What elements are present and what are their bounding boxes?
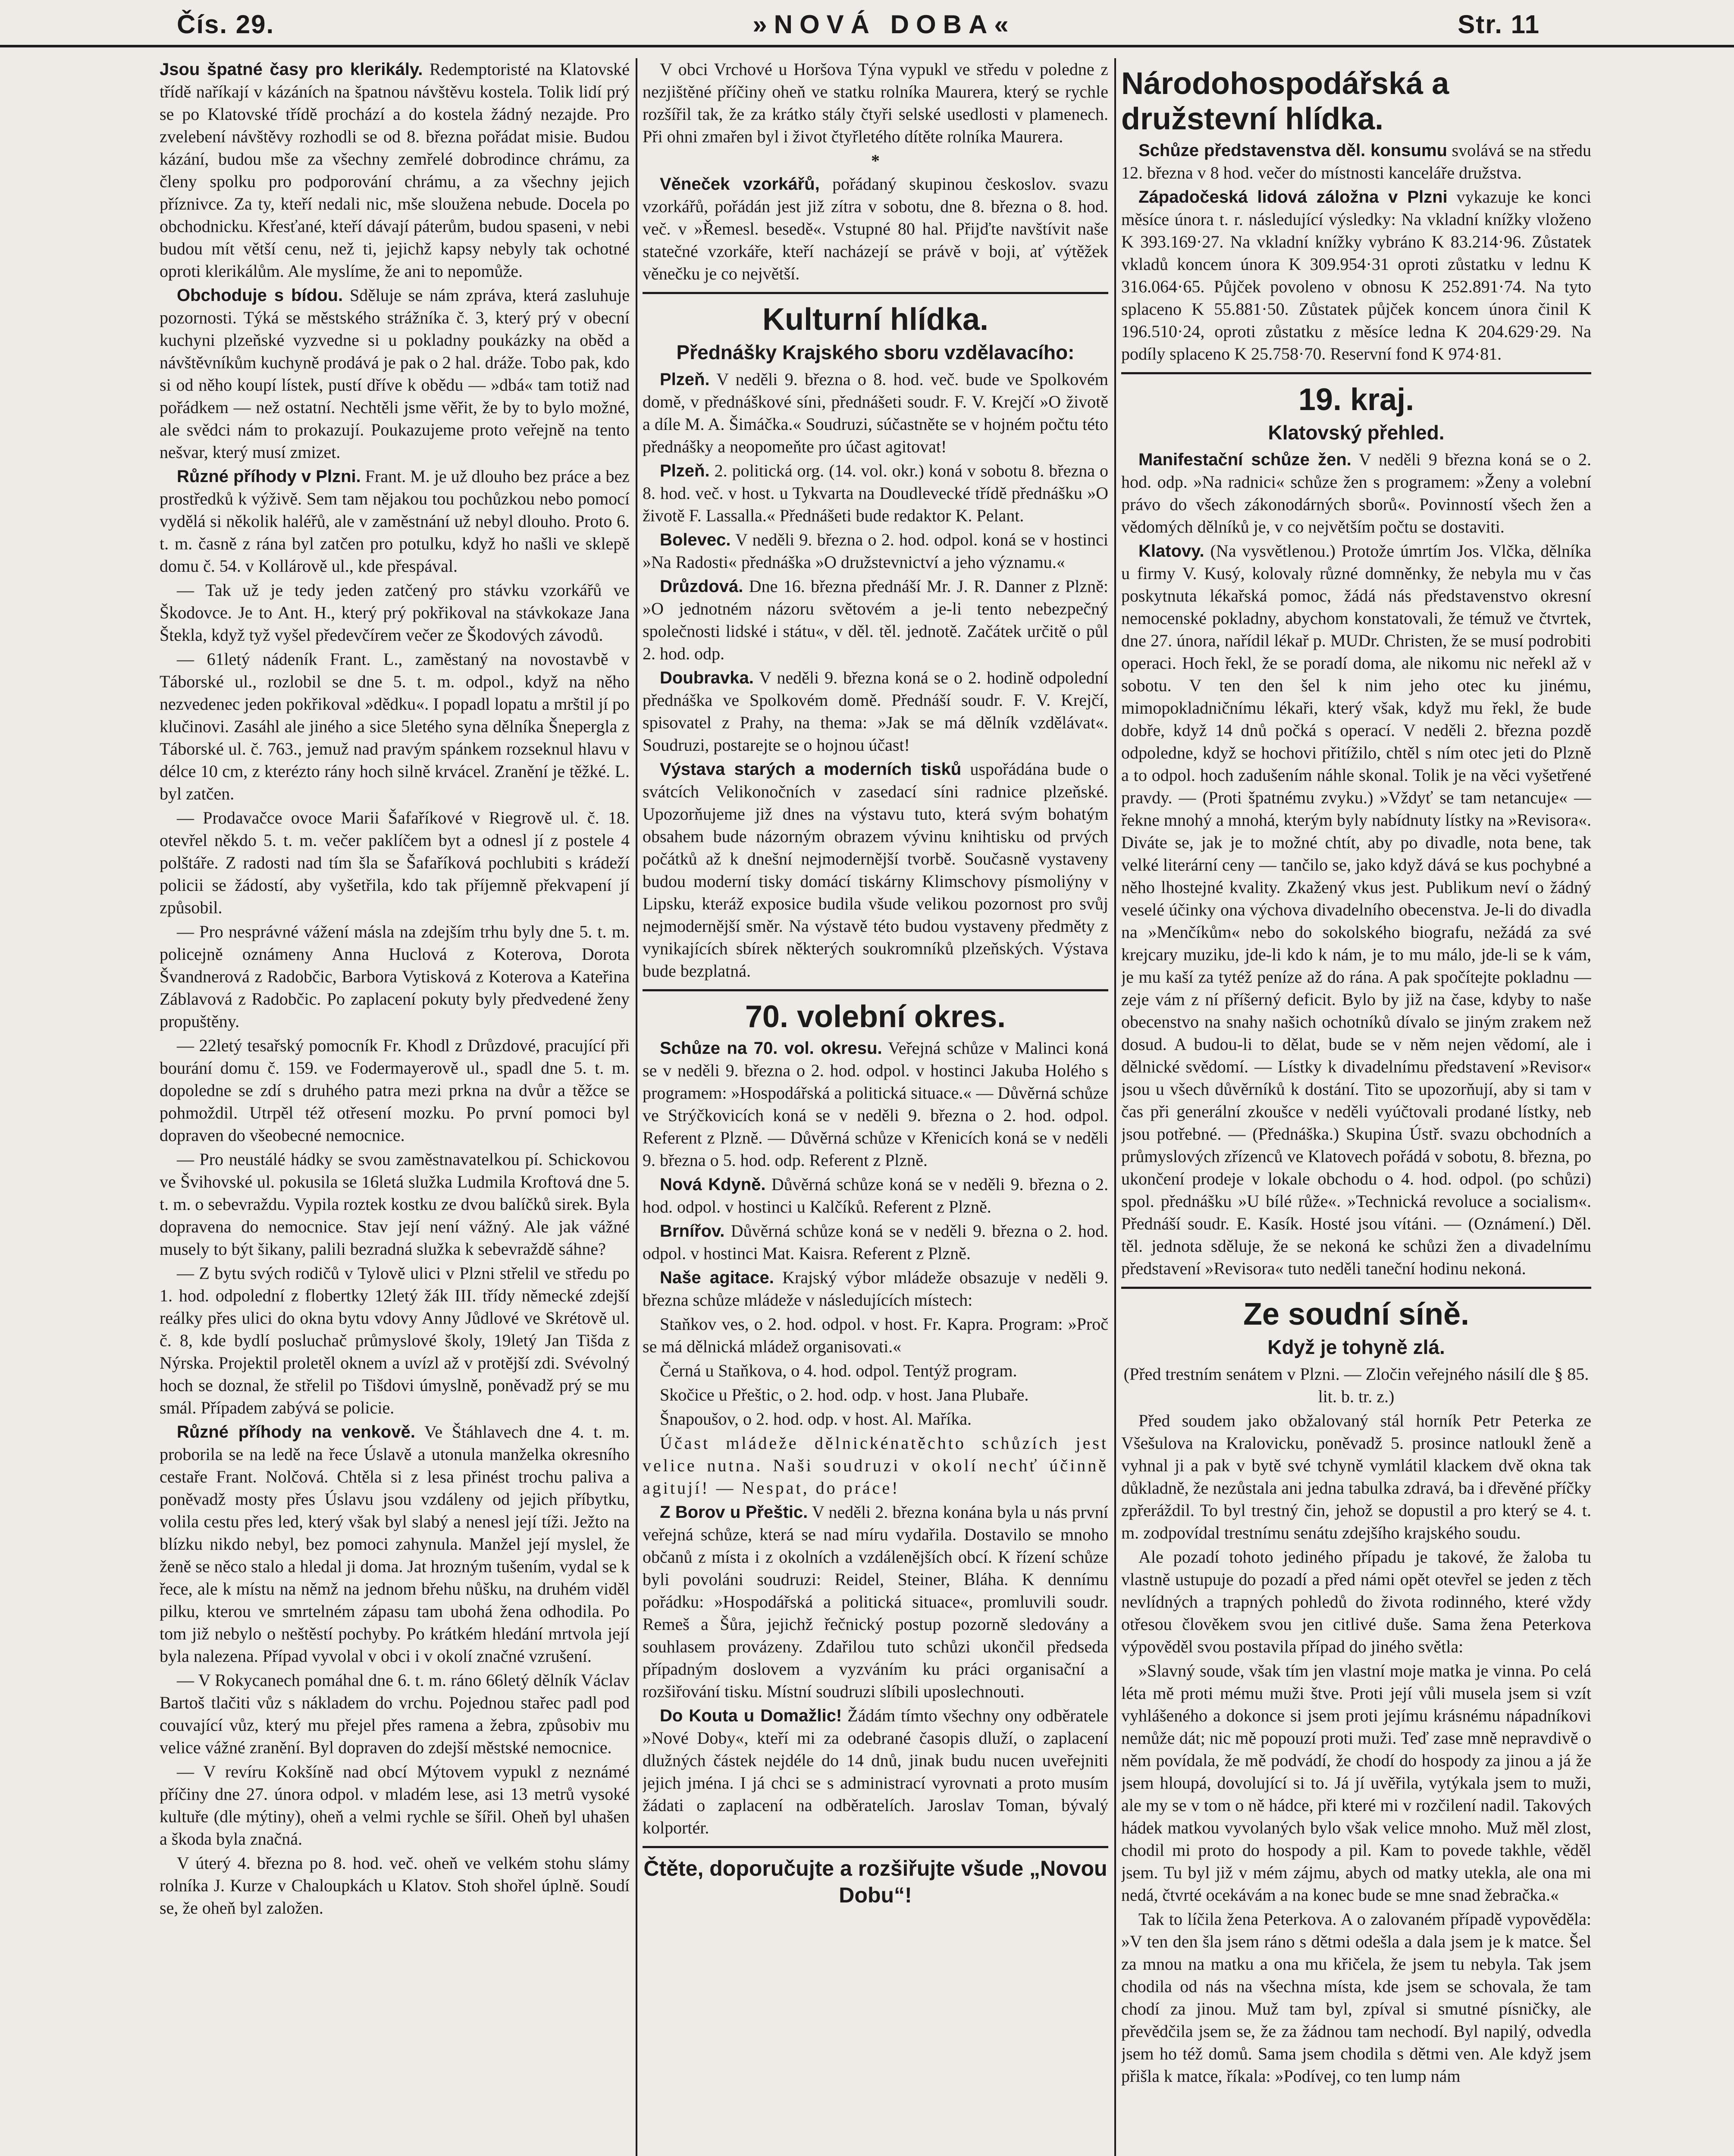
section-title: 19. kraj. [1298, 382, 1414, 417]
article [160, 465, 630, 577]
column-middle [643, 58, 1108, 2156]
section-rule [1121, 372, 1591, 374]
article [643, 1266, 1108, 1311]
section-rule [643, 989, 1108, 991]
article [643, 1220, 1108, 1265]
paragraph: — 61letý nádeník Frant. L., zaměstaný na novostavbě v Táborské ul., rozlobil se dne 5. t. m. odpol., když na něho nezvedenec jeden pokřikoval »dědku«. I popadl lopatu a mrštil jí po klučinovi. Zasáhl ale jiného a sice 5letého syna dělníka Šnepergla z Táborské ul. č. 763., jemuž nad pravým spánkem rozseknul hlavu v délce 10 cm, z kterézto rány hoch silně krvácel. Zranění je těžké. L. byl zatčen. [160, 649, 630, 803]
article-heading: Schůze představenstva děl. konsumu [1138, 141, 1447, 160]
paragraph: Skočice u Přeštic, o 2. hod. odp. v host. Jana Plubaře. [660, 1385, 1029, 1404]
article-heading: Naše agitace. [660, 1268, 774, 1287]
article-text: V neděli 9 března koná se o 2. hod. odp. »Na radnici« schůze žen s programem: »Ženy a volební právo do všech zákonodárných sborů«. Povinností všech žen a vědomých dělníků je, v co největším počtu se dostaviti. [1121, 450, 1591, 536]
article-heading: Brnířov. [660, 1222, 725, 1241]
article-heading: Západočeská lidová záložna v Plzni [1138, 188, 1448, 207]
article [160, 284, 630, 464]
paragraph: — Z bytu svých rodičů v Tylově ulici v Plzni střelil ve středu po 1. hod. odpolední z flobertky 12letý žák III. třídy německé zdejší reálky přes ulici do okna bytu vdovy Anny Jůdlové ve Skrétově ul. č. 8, kde bydlí posluchač průmyslové školy, 19letý Jan Tišda z Nýrska. Projektil proletěl oknem a uvízl až v protější zdi. Svévolný hoch se doznal, že střelil po Tišdovi úmyslně, poněvadž prý se mu smál. Případem zabývá se policie. [160, 1263, 630, 1417]
article [643, 1037, 1108, 1172]
article-text: uspořádána bude o svátcích Velikonočních v zasedací síni radnice plzeňské. Upozorňujeme již dnes na výstavu tuto, která svým bohatým obsahem bude názorným obrazem vývinu knihtisku od prvých počátků až k dnešní nejmodernější tvorbě. Současně vystaveny budou moderní tisky domácí tiskárny Klimschovy písmoliýny v Lipsku, kteráž exposice budila všude velikou pozornost pro svůj nejmodernější směr. Na výstavě této budou vystaveny předměty z vynikajících sbírek některých soukromníků plzeňských. Výstava bude bezplatná. [643, 759, 1108, 981]
column-divider [636, 58, 637, 2156]
section-title: 70. volební okres. [745, 1000, 1006, 1034]
paragraph: V úterý 4. března po 8. hod. več. oheň ve velkém stohu slámy rolníka J. Kurze v Chaloupkách u Klatov. Stoh shořel úplně. Soudí se, že oheň byl založen. [160, 1853, 630, 1918]
issue-number: Čís. 29. [177, 10, 275, 39]
section-subtitle: Přednášky Krajského sboru vzdělavacího: [676, 341, 1075, 364]
column-right [1121, 58, 1591, 2156]
paragraph: (Před trestním senátem v Plzni. — Zločin veřejného násilí dle § 85. lit. b. tr. z.) [1123, 1364, 1589, 1406]
article [643, 173, 1108, 285]
paragraph: Staňkov ves, o 2. hod. odpol. v host. Fr. Kapra. Program: »Proč se má dělnická mládež organisovati.« [643, 1314, 1108, 1356]
article [643, 667, 1108, 756]
paragraph: Ale pozadí tohoto jediného případu je takové, že žaloba tu vlastně ustupuje do pozadí a před námi opět otevřel se jeden z těch nevlídných a trapných pohledů do života rodinného, které vždy otřesou člověkem svou jen citlivé duše. Sama žena Peterkova výpověděl svou postavila případ do jiného světla: [1121, 1547, 1591, 1656]
article-text: Důvěrná schůze koná se v neděli 9. března o 2. hod. odpol. v hostinci u Kalčíků. Referent z Plzně. [643, 1175, 1108, 1216]
newspaper-title: »NOVÁ DOBA« [753, 10, 1016, 39]
article-text: Ve Štáhlavech dne 4. t. m. proborila se na ledě na řece Úslavě a utonula manželka okresního cestaře Frant. Nolčová. Chtěla si z lesa přinést trochu paliva a poněvadž mosty přes Úslavu jsou vzdáleny od jejich příbytku, volila cestu přes led, který však byl slabý a nenesl její tíži. Ježto na blízku nikdo nebyl, bez pomoci zahynula. Manžel její myslel, že ženě se něco stalo a hledal ji doma. Jat hrozným tušením, vydal se k řece, ale k místu na němž na jednom břehu nůšku, na druhém viděl pilku, kterou ve smrtelném zápasu tam ubohá žena odhodila. Po tom již nebylo o neštěstí pochyby. Po krátkém hledání mrtvola její byla nalezena. Případ vyvolal v obci i v okolí značné vzrušení. [160, 1422, 630, 1666]
article-heading: Plzeň. [660, 461, 710, 480]
article [643, 758, 1108, 982]
article-heading: Výstava starých a moderních tisků [660, 760, 962, 779]
article-heading: Schůze na 70. vol. okresu. [660, 1039, 882, 1058]
section-rule [1121, 1287, 1591, 1289]
section-rule [643, 1846, 1108, 1848]
section-title: Národohospodářská a družstevní hlídka. [1121, 66, 1449, 136]
article-text: Frant. M. je už dlouho bez práce a bez prostředků k výživě. Sem tam nějakou tou pochůzkou nebo pomocí vydělá si několik haléřů, ale v zaměstnání už nebyl dlouho. Proto 6. t. m. časně z rána byl zatčen pro potulku, když ho našli ve sklepě domu č. 54. v Kollárově ul., kde přespával. [160, 467, 630, 576]
article-heading: Z Borov u Přeštic. [660, 1503, 808, 1522]
article [643, 1501, 1108, 1703]
article-text: V neděli 2. března konána byla u nás první veřejná schůze, která se nad míru vydařila. Dostavilo se mnoho občanů z místa i z okolních a vzdálenějších obcí. K řízení schůze byli povoláni soudruzi: Reidel, Steiner, Bláha. K dennímu pořádku: »Hospodářská a politická situace«, promluvili soudr. Remeš a Šůra, jejichž řečnický postup pozorně sledovány a souhlasem provázeny. Zdařilou tuto schůzi ukončil předseda případným doslovem a vyzváním ku práci organisační a rozšiřování tisku. Místní soudruzi slíbili uposlechnouti. [643, 1502, 1108, 1701]
article-heading: Různé příhody v Plzni. [177, 467, 361, 486]
article [643, 1705, 1108, 1839]
article [643, 1173, 1108, 1218]
article [1121, 186, 1591, 365]
section-subtitle: Když je tohyně zlá. [1267, 1336, 1445, 1358]
article-text: Dne 16. března přednáší Mr. J. R. Danner z Plzně: »O jednotném názoru světovém a je-li tento nebezpečný společnosti lidské i státu«, v děl. těl. jednotě. Začátek určitě o půl 2. hod. odp. [643, 577, 1108, 663]
article [1121, 448, 1591, 538]
article-text: Redemptoristé na Klatovské třídě naříkají v kázáních na špatnou návštěvu kostela. Tolik lidí prý se po Klatovské třídě prochází a do kostela žádný nezajde. Pro zvelebení návštěvy rozhodli se od 8. března pořádat misie. Budou kázání, budou mše za všechny zemřelé dobrodince chrámu, za členy spolku pro podporování chrámu, a za všechny jejich příznivce. Za ty, kteří nedali nic, mše sloužena nebude. Docela po obchodnicku. Křesťané, kteří dávají páterům, budou spaseni, v nebi budou mít větší cenu, než ti, jejichž kapsy nebyly tak ochotné oproti klerikálům. Ale myslíme, že ani to nepomůže. [160, 60, 630, 281]
paragraph: — Tak už je tedy jeden zatčený pro stávku vzorkářů ve Škodovce. Je to Ant. H., který prý pokřikoval na stávkokaze Jana Štekla, když tyž vyšel předevčírem večer ze Škodových závodů. [160, 580, 630, 645]
paragraph: — 22letý tesařský pomocník Fr. Khodl z Drůzdové, pracující při bourání domu č. 159. ve Fodermayerově ul., spadl dne 5. t. m. dopoledne se zdí s druhého patra mezi prkna na dvůr a těžce se pohmoždil. Utrpěl též otřesení mozku. Po první pomoci byl dopraven do všeobecné nemocnice. [160, 1036, 630, 1145]
article-heading: Plzeň. [660, 370, 710, 389]
article-heading: Nová Kdyně. [660, 1175, 766, 1194]
section-subtitle: Klatovský přehled. [1268, 421, 1445, 444]
paragraph: Tak to líčila žena Peterkova. A o zalovaném případě vypověděla: »V ten den šla jsem ráno s dětmi odešla a dala jsem je k matce. Šel za mnou na matku a ona mu křičela, že jsem tu nebyla. Tak jsem chodila od nás na všechna místa, kde jsem se schovala, že tam chodí za jinou. Muž tam byl, zpíval si smutné písničky, ale převědčila jsem se, že za žádnou tam nechodí. Byl napilý, odvedla jsem ho též domů. Sama jsem chodila s dětmi ven. Ale když jsem přišla k matce, říkala: »Podívej, co ten lump nám [1121, 1909, 1591, 2086]
article-heading: Jsou špatné časy pro klerikály. [160, 60, 423, 79]
article-text: Krajský výbor mládeže obsazuje v neděli 9. března schůze mládeže v následujících místech: [643, 1268, 1108, 1310]
column-left [160, 58, 630, 2156]
paragraph: — V revíru Kokšíně nad obcí Mýtovem vypukl z neznámé příčiny dne 27. února odpol. v mladém lese, asi 13 metrů vysoké kultuře (dle mýtiny), oheň a velmi rychle se šířil. Oheň byl uhašen a škoda byla značná. [160, 1762, 630, 1849]
paragraph: Účast mládeže dělnickénatěchto schůzích jest velice nutna. Naši soudruzi v okolí nechť účinně agitují! — Nespat, do práce! [643, 1433, 1108, 1498]
article-text: V neděli 9. března o 2. hod. odpol. koná se v hostinci »Na Radosti« přednáška »O družstevnictví a jeho významu.« [643, 530, 1108, 572]
article-heading: Doubravka. [660, 668, 754, 687]
article-text: (Na vysvětlenou.) Protože úmrtím Jos. Vlčka, dělníka u firmy V. Kusý, kolovaly různé domněnky, že nebyla mu v čas poskytnuta lékařská pomoc, žádá nás představenstvo okresní nemocenské pokladny, abychom konstatovali, že témuž ve čtvrtek, dne 27. února, nařídil lékař p. MUDr. Christen, že se musí podrobiti operaci. Hoch řekl, že se poradí doma, ale nikomu nic neřekl až v sobotu. V ten den šel k nim jeho otec ku jinému, mimopokladničnímu lékaři, který však, když mu řekl, že bude dobře, když 14 dnů počká s operací. V neděli 2. března pozdě odpoledne, když se hochovi přitížilo, chtěl s ním otec jeti do Plzně a to odpol. hoch zadušením náhle skonal. Tolik je na věci vyšetřené pravdy. — (Proti špatnému zvyku.) »Vždyť se tam netancuje« — řekne mnohý a mnohá, kterým byly nabídnuty lístky na »Revisora«. Diváte se, jak je to možné chtít, aby po divadle, nota bene, tak velké literární ceny — tančilo se, jako když dává se kus pochybné a něho lhostejné kvality. Zkažený vkus jest. Publikum neví o žádný veselé účinky ona výchova divadelního obecenstva. Je-li do divadla na »Menčíkům« nebo do sokolského biografu, nežádá za své krejcary muziku, jde-li kdo k nám, je to mu málo, jde-li se k vám, je mu kaší za tytéž peníze až do rána. A pak spočítejte pokladnu — zeje vám z ní příšerný deficit. Bylo by již na čase, kdyby to naše obecenstvo na snahy našich ochotníků dívalo se jiným zrakem než dosud. A budou-li to dělat, bude se v něm nejen vědomí, ale i dělnické svědomí. — Lístky k divadelnímu představení »Revisor« jsou u všech důvěrníků k dostání. Tito se upozorňují, aby si tam v čas při generální zkoušce v neděli vyúčtovali prodané lístky, neb jsou potřebné. — (Přednáška.) Skupina Ústř. svazu obchodních a průmyslových zřízenců ve Klatovech pořádá v sobotu, 8. března, po ukončení prodeje v lokale obchodu o 4. hod. odpol. (po schůzi) spol. přednášku »U bílé růže«. »Technická revoluce a socialism«. Přednáší soudr. E. Kasík. Hosté jsou vítáni. — (Oznámení.) Děl. těl. jednota sděluje, že se nekoná ke schůzi žen a divadelnímu představení »Revisora« tuto neděli taneční hodinu nekoná. [1121, 541, 1591, 1278]
page-number: Str. 11 [1458, 10, 1540, 39]
paragraph: Černá u Staňkova, o 4. hod. odpol. Tentýž program. [660, 1361, 1017, 1380]
article-text: svolává se na středu 12. března v 8 hod. večer do místnosti kanceláře družstva. [1121, 141, 1591, 182]
section-separator: * [871, 151, 880, 170]
promo-callout: Čtěte, doporučujte a rozšiřujte všude „Novou Dobu“! [643, 1856, 1107, 1907]
article [643, 368, 1108, 458]
section-rule [643, 292, 1108, 294]
article-heading: Do Kouta u Domažlic! [660, 1706, 842, 1725]
article [160, 58, 630, 282]
article [160, 1421, 630, 1667]
article-text: V neděli 9. března o 8. hod. več. bude ve Spolkovém domě, v přednáškové síni, přednášeti soudr. F. V. Krejčí »O životě a díle M. A. Šimáčka.« Soudruzi, súčastněte se v hojném počtu této přednášky a neopomeňte pro účast agitovat! [643, 370, 1108, 456]
paragraph: Před soudem jako obžalovaný stál horník Petr Peterka ze Všešulova na Kralovicku, poněvadž 5. prosince natloukl ženě a vyhnal ji a pak v bytě své tchyně vymlátil klackem dvě okna tak důkladně, že nezůstala ani jedna tabulka zdravá, ba i dřevěné příčky zpřeráždil. To byl trestný čin, jehož se dopustil a pro který se 4. t. m. zodpovídal trestnímu senátu zdejšího krajského soudu. [1121, 1411, 1591, 1542]
paragraph: V obci Vrchové u Horšova Týna vypukl ve středu v poledne z nezjištěné příčiny oheň ve statku rolníka Maurera, který se rychle rozšířil tak, že za krátko stály čtyři selské usedlosti v plamenech. Při ohni zmařen byl i život čtyřletého dítěte rolníka Maurera. [643, 60, 1108, 146]
paragraph: Šnapoušov, o 2. hod. odp. v host. Al. Maříka. [660, 1409, 972, 1429]
paragraph: — Prodavačce ovoce Marii Šafaříkové v Riegrově ul. č. 18. otevřel někdo 5. t. m. večer paklíčem byt a odnesl jí z postele 4 polštáře. Z radosti nad tím šla se Šafaříková pochlubiti s krádeží policii se žádostí, aby vyšetřila, kdo tak příjemně překvapení jí způsobil. [160, 808, 630, 917]
article-text: Veřejná schůze v Malinci koná se v neděli 9. března o 2. hod. odpol. v hostinci Jakuba Holého s programem: »Hospodářská a politická situace.« — Důvěrná schůze ve Strýčkovicích koná se v neděli 9. března o 2. hod. odpol. Referent z Plzně. — Důvěrná schůze v Křenicích koná se v neděli 9. března o 5. hod. odp. Referent z Plzně. [643, 1038, 1108, 1170]
section-title: Ze soudní síně. [1243, 1297, 1470, 1332]
section-title: Kulturní hlídka. [762, 302, 988, 337]
article [643, 575, 1108, 665]
paragraph: »Slavný soude, však tím jen vlastní moje matka je vinna. Po celá léta mě proti mému muži štve. Proti její vůli musela jsem si vzít vyhlášeného a dokonce si jsem proti jejímu krásnému nápadníkovi nemůže dát; nic mě popouzí proti muži. Teď zase mně nepravdivě o něm povídala, že mě podvádí, že chodí do hospody za jinou a já že jsem hloupá, dovolující si to. Já jí uvěřila, vytýkala jsem to muži, ale my se v tom o ně hádce, při které mi v rozčilení nadil. Takových hádek matkou vyvolaných bylo však velice mnoho. Muž měl zlost, chodil mi proto do hospody a pil. Kam to povede takhle, věděl jsem. Tu byl již v mém zájmu, abych od matky utekla, ale ona mi nedá, čtvrté ocekávám a na konec bude se mne snad žebračka.« [1121, 1661, 1591, 1905]
article [643, 460, 1108, 527]
article-text: 2. politická org. (14. vol. okr.) koná v sobotu 8. března o 8. hod. več. v host. u Tykvarta na Doudlevecké třídě přednášku »O životě F. Lassalla.« Přednášeti bude redaktor K. Pelant. [643, 461, 1108, 525]
article-text: Důvěrná schůze koná se v neděli 9. března o 2. hod. odpol. v hostinci Mat. Kaisra. Referent z Plzně. [643, 1221, 1108, 1263]
article-heading: Bolevec. [660, 530, 731, 549]
article-heading: Klatovy. [1138, 542, 1204, 561]
article [1121, 139, 1591, 184]
article-heading: Manifestační schůze žen. [1138, 450, 1351, 469]
article-heading: Obchoduje s bídou. [177, 286, 343, 305]
article-text: V neděli 9. března koná se o 2. hodině odpolední přednáška ve Spolkovém domě. Přednáší soudr. F. V. Krejčí, spisovatel z Prahy, na thema: »Jak se má dělník vzdělávat«. Soudruzi, postarejte se o hojnou účast! [643, 668, 1108, 755]
article-text: Sděluje se nám zpráva, která zasluhuje pozornosti. Týká se městského strážníka č. 3, který prý v obecní kuchyni plzeňské vyzvedne si u pokladny poukázky na oběd a návštěvníkům kuchyně prodává je pak o 2 hal. dráže. Tobo pak, kdo si od něho koupí lístek, pustí dříve k obědu — »dbá« tam totiž nad pořádkem — než ostatní. Nechtěli jsme věřit, že by to bylo možné, ale svědci nám to prokazují. Poukazujeme proto veřejně na tento nešvar, který musí zmizet. [160, 285, 630, 462]
column-divider [1114, 58, 1116, 2156]
article-heading: Drůzdová. [660, 577, 743, 596]
article [1121, 540, 1591, 1280]
article-heading: Věneček vzorkářů, [660, 175, 820, 194]
article-heading: Různé příhody na venkově. [177, 1423, 415, 1442]
page-header [0, 0, 1734, 47]
paragraph: — Pro neustálé hádky se svou zaměstnavatelkou pí. Schickovou ve Švihovské ul. pokusila se 16letá služka Ludmila Kroftová dne 5. t. m. o sebevraždu. Vypila roztek kostku ze dvou balíčků sirek. Byla dopravena do nemocnice. Stav její není vážný. Ale jak vážné musely to být šikany, palili bezradná služka k sebevraždě sáhne? [160, 1150, 630, 1259]
article-text: pořádaný skupinou českoslov. svazu vzorkářů, pořádán jest již zítra v sobotu, dne 8. března o 8. hod. več. v »Řemesl. besedě«. Vstupné 80 hal. Přijďte navštívit naše statečné vzorkáře, kteří nacházejí se právě v boji, ať výtěžek věnečku je co největší. [643, 174, 1108, 283]
paragraph: — Pro nesprávné vážení másla na zdejším trhu byly dne 5. t. m. policejně oznámeny Anna Huclová z Koterova, Dorota Švandnerová z Radobčic, Barbora Vytisková z Koterova a Kateřina Záblavová z Radobčic. Po zaplacení pokuty byly předvedené ženy propuštěny. [160, 922, 630, 1031]
article-text: vykazuje ke konci měsíce února t. r. následující výsledky: Na vkladní knížky vloženo K 393.169·27. Na vkladní knížky vybráno K 83.214·96. Zůstatek vkladů koncem února K 309.954·31 oproti zůstatku v lednu K 316.064·65. Půjček povoleno v obnosu K 252.891·74. Na tyto splaceno K 55.881·50. Zůstatek půjček koncem února činil K 196.510·24, oproti zůstatku z měsíce ledna K 204.629·29. Na podíly splaceno K 25.758·70. Reservní fond K 974·81. [1121, 187, 1591, 364]
article [643, 529, 1108, 573]
paragraph: — V Rokycanech pomáhal dne 6. t. m. ráno 66letý dělník Václav Bartoš tlačiti vůz s nákladem do vrchu. Pojednou stařec padl pod couvající vůz, který mu přejel přes ramena a žebra, způsobiv mu velice vážné zranění. Byl dopraven do zdejší městské nemocnice. [160, 1670, 630, 1757]
article-text: Žádám tímto všechny ony odběratele »Nové Doby«, kteří mi za odebrané časopis dluží, o zaplacení dlužných částek nejdéle do 14 dnů, jinak budu nucen uveřejniti jejich jména. I já chci se s administrací vyrovnati a proto musím žádati o zaplacení na odběratelích. Jaroslav Toman, bývalý kolportér. [643, 1706, 1108, 1837]
